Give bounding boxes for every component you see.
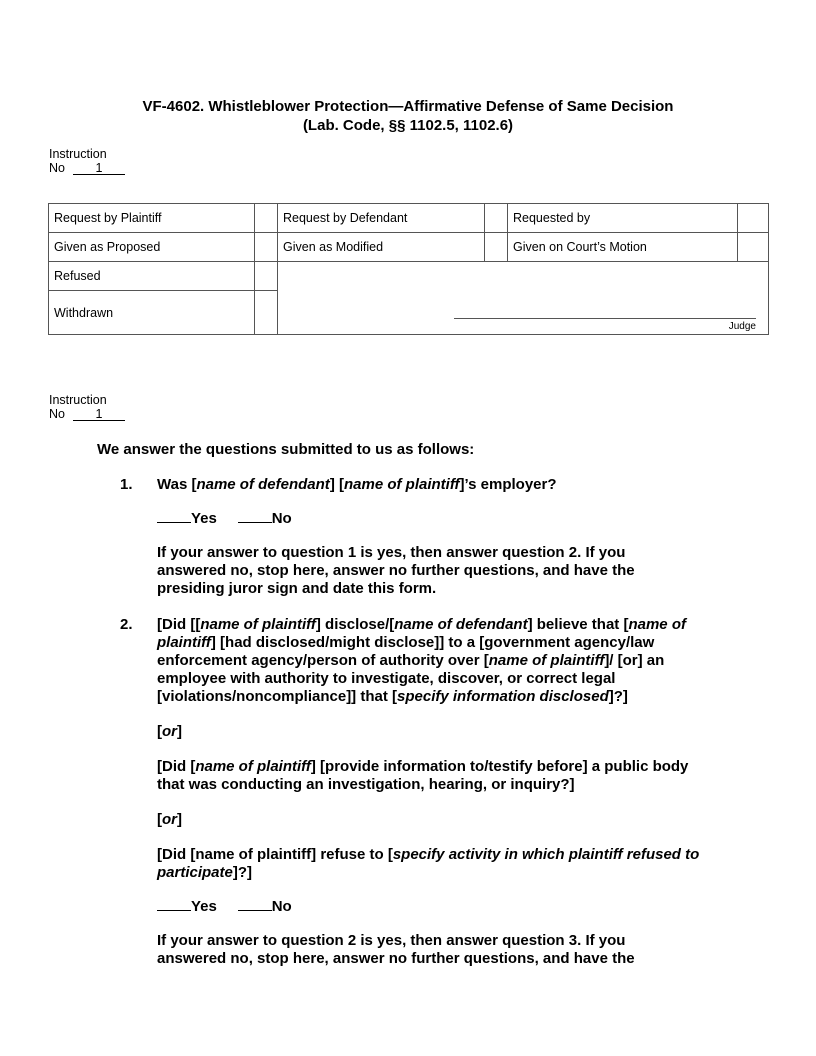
cell-requested-by: Requested by (508, 204, 738, 233)
cell-given-as-proposed: Given as Proposed (49, 233, 255, 262)
instruction-no-row (49, 161, 125, 175)
judge-signature-line (454, 318, 756, 319)
cell-refused: Refused (49, 262, 255, 291)
question-2-answer (157, 898, 737, 916)
judge-label: Judge (728, 321, 756, 332)
question-1-answer (157, 510, 737, 528)
instruction-label: Instruction (49, 393, 107, 407)
checkbox-given-on-courts-motion[interactable] (738, 233, 769, 262)
instruction-no-row (49, 407, 125, 421)
instruction-no-label: No (49, 407, 65, 421)
title-line-1: VF-4602. Whistleblower Protection—Affirmative Defense of Same Decision (142, 98, 674, 115)
question-2-alt-b: [Did [name of plaintiff] [provide information to/testify before] a public body that was conducting an investigation, hearing, or inquiry?] (157, 758, 689, 793)
cell-given-as-modified: Given as Modified (278, 233, 485, 262)
or-separator-1: [or] (157, 723, 182, 740)
document-title (0, 97, 816, 135)
q1-no-blank[interactable] (238, 510, 272, 523)
title-line-2: (Lab. Code, §§ 1102.5, 1102.6) (302, 117, 514, 134)
checkbox-withdrawn[interactable] (255, 291, 278, 335)
cell-given-on-courts-motion: Given on Court’s Motion (508, 233, 738, 262)
question-1-number: 1. (120, 476, 133, 493)
form-intro: We answer the questions submitted to us as follows: (97, 441, 475, 458)
cell-withdrawn: Withdrawn (49, 291, 255, 335)
judge-signature-area[interactable] (278, 262, 769, 335)
question-2-text: [Did [[name of plaintiff] disclose/[name of defendant] believe that [name of plaintiff] [had disclosed/might disclose]] to a [government agency/law enforcement agency/person of authority over [name of plaintiff]/ [or] an employee with authority to investigate, discover, or correct legal [violations/noncompliance]] that [specify information disclosed]?] (157, 616, 686, 705)
instruction-number-block-top (49, 147, 125, 175)
q1-no-label: No (271, 510, 292, 527)
q2-no-label: No (271, 898, 292, 915)
or-separator-2: [or] (157, 811, 182, 828)
request-table (48, 203, 769, 335)
checkbox-refused[interactable] (255, 262, 278, 291)
checkbox-requested-by[interactable] (738, 204, 769, 233)
q1-yes-label: Yes (191, 510, 217, 527)
instruction-number-block-bottom (49, 393, 125, 421)
q2-yes-blank[interactable] (157, 898, 191, 911)
question-1-followup: If your answer to question 1 is yes, then answer question 2. If you answered no, stop here, answer no further questions, and have the presiding juror sign and date this form. (157, 544, 635, 597)
question-2-alt-c: [Did [name of plaintiff] refuse to [specify activity in which plaintiff refused to participate]?] (157, 846, 700, 881)
instruction-number: 1 (73, 162, 125, 175)
cell-request-by-defendant: Request by Defendant (278, 204, 485, 233)
checkbox-given-as-proposed[interactable] (255, 233, 278, 262)
instruction-label: Instruction (49, 147, 107, 161)
instruction-no-label: No (49, 161, 65, 175)
question-2-number: 2. (120, 616, 133, 633)
q2-yes-label: Yes (191, 898, 217, 915)
checkbox-given-as-modified[interactable] (485, 233, 508, 262)
instruction-number: 1 (73, 408, 125, 421)
question-1-text: Was [name of defendant] [name of plaintiff]’s employer? (157, 476, 557, 493)
checkbox-request-by-plaintiff[interactable] (255, 204, 278, 233)
q2-no-blank[interactable] (238, 898, 272, 911)
q1-yes-blank[interactable] (157, 510, 191, 523)
question-2-followup: If your answer to question 2 is yes, then answer question 3. If you answered no, stop here, answer no further questions, and have the (157, 932, 635, 967)
cell-request-by-plaintiff: Request by Plaintiff (49, 204, 255, 233)
checkbox-request-by-defendant[interactable] (485, 204, 508, 233)
